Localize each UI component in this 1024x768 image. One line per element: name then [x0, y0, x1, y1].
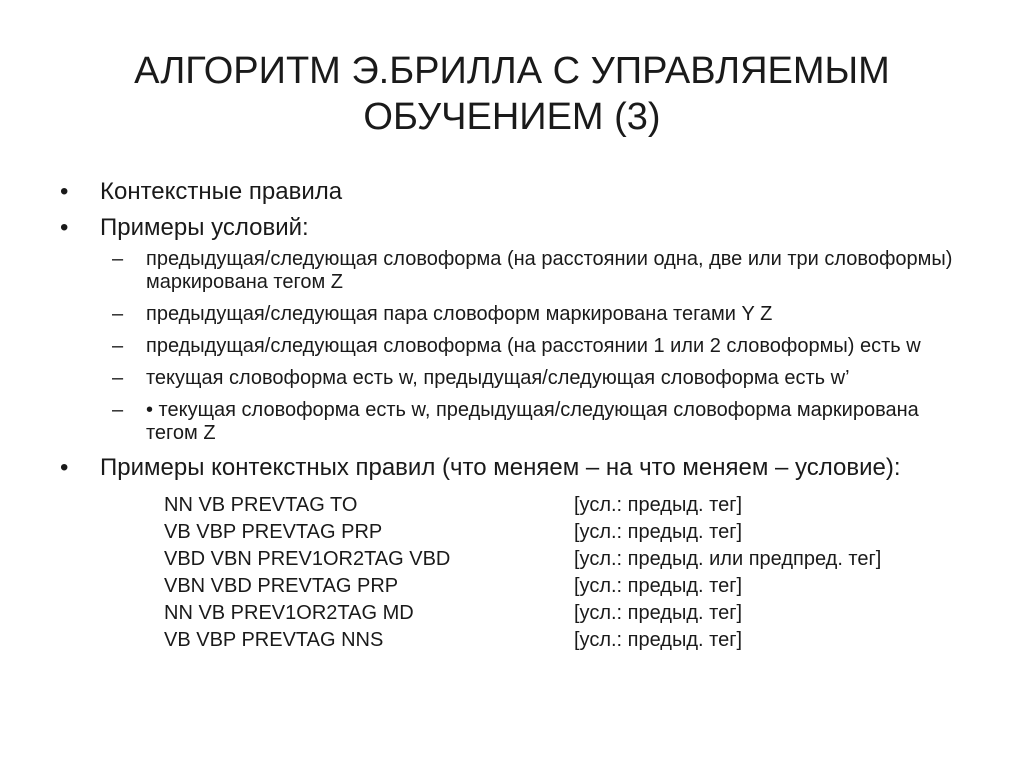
- rule-condition: [усл.: предыд. тег]: [574, 521, 743, 543]
- dash-marker: –: [112, 335, 124, 357]
- dash-marker: –: [112, 367, 124, 389]
- rule-code: VBD VBN PREV1OR2TAG VBD: [164, 548, 451, 570]
- dash-marker: –: [112, 303, 124, 325]
- slide-title-line-1: АЛГОРИТМ Э.БРИЛЛА С УПРАВЛЯЕМЫМ: [134, 50, 890, 92]
- rule-code: VB VBP PREVTAG PRP: [164, 521, 383, 543]
- condition-item: [100, 399, 960, 445]
- rule-row: [164, 573, 960, 600]
- slide-content: [60, 178, 960, 654]
- dash-marker: –: [112, 399, 124, 421]
- condition-text: • текущая словоформа есть w, предыдущая/следующая словоформа маркирована тегом Z: [146, 399, 919, 444]
- bullet-context-rules: [60, 178, 960, 206]
- rule-condition: [усл.: предыд. или предпред. тег]: [574, 548, 882, 570]
- condition-item: [100, 367, 960, 390]
- rule-code: NN VB PREVTAG TO: [164, 494, 358, 516]
- rule-condition: [усл.: предыд. тег]: [574, 575, 743, 597]
- slide-title-line-2: ОБУЧЕНИЕМ (3): [363, 96, 661, 138]
- condition-item: [100, 303, 960, 326]
- rule-condition: [усл.: предыд. тег]: [574, 629, 743, 651]
- rule-row: [164, 600, 960, 627]
- rule-condition: [усл.: предыд. тег]: [574, 602, 743, 624]
- bullet-marker: •: [60, 214, 69, 241]
- rule-code: VB VBP PREVTAG NNS: [164, 629, 384, 651]
- conditions-list: [60, 248, 960, 445]
- rule-row: [164, 627, 960, 654]
- bullet-condition-examples: [60, 214, 960, 242]
- bullet-marker: •: [60, 454, 69, 481]
- condition-text: предыдущая/следующая словоформа (на расстоянии 1 или 2 словоформы) есть w: [146, 335, 921, 357]
- condition-item: [100, 248, 960, 294]
- bullet-rule-examples: [60, 454, 960, 482]
- rule-code: VBN VBD PREVTAG PRP: [164, 575, 399, 597]
- rule-condition: [усл.: предыд. тег]: [574, 494, 743, 516]
- rules-table: [164, 492, 960, 654]
- bullet-text: Примеры условий:: [100, 214, 309, 241]
- bullet-text: Примеры контекстных правил (что меняем – на что меняем – условие):: [100, 454, 901, 481]
- bullet-marker: •: [60, 178, 69, 205]
- condition-item: [100, 335, 960, 358]
- slide-title: [60, 48, 964, 140]
- rule-code: NN VB PREV1OR2TAG MD: [164, 602, 414, 624]
- rule-row: [164, 519, 960, 546]
- rule-row: [164, 546, 960, 573]
- condition-text: текущая словоформа есть w, предыдущая/следующая словоформа есть w’: [146, 367, 850, 389]
- dash-marker: –: [112, 248, 124, 270]
- condition-text: предыдущая/следующая пара словоформ маркирована тегами Y Z: [146, 303, 773, 325]
- condition-text: предыдущая/следующая словоформа (на расстоянии одна, две или три словоформы) маркирована тегом Z: [146, 248, 953, 293]
- bullet-text: Контекстные правила: [100, 178, 343, 205]
- rule-row: [164, 492, 960, 519]
